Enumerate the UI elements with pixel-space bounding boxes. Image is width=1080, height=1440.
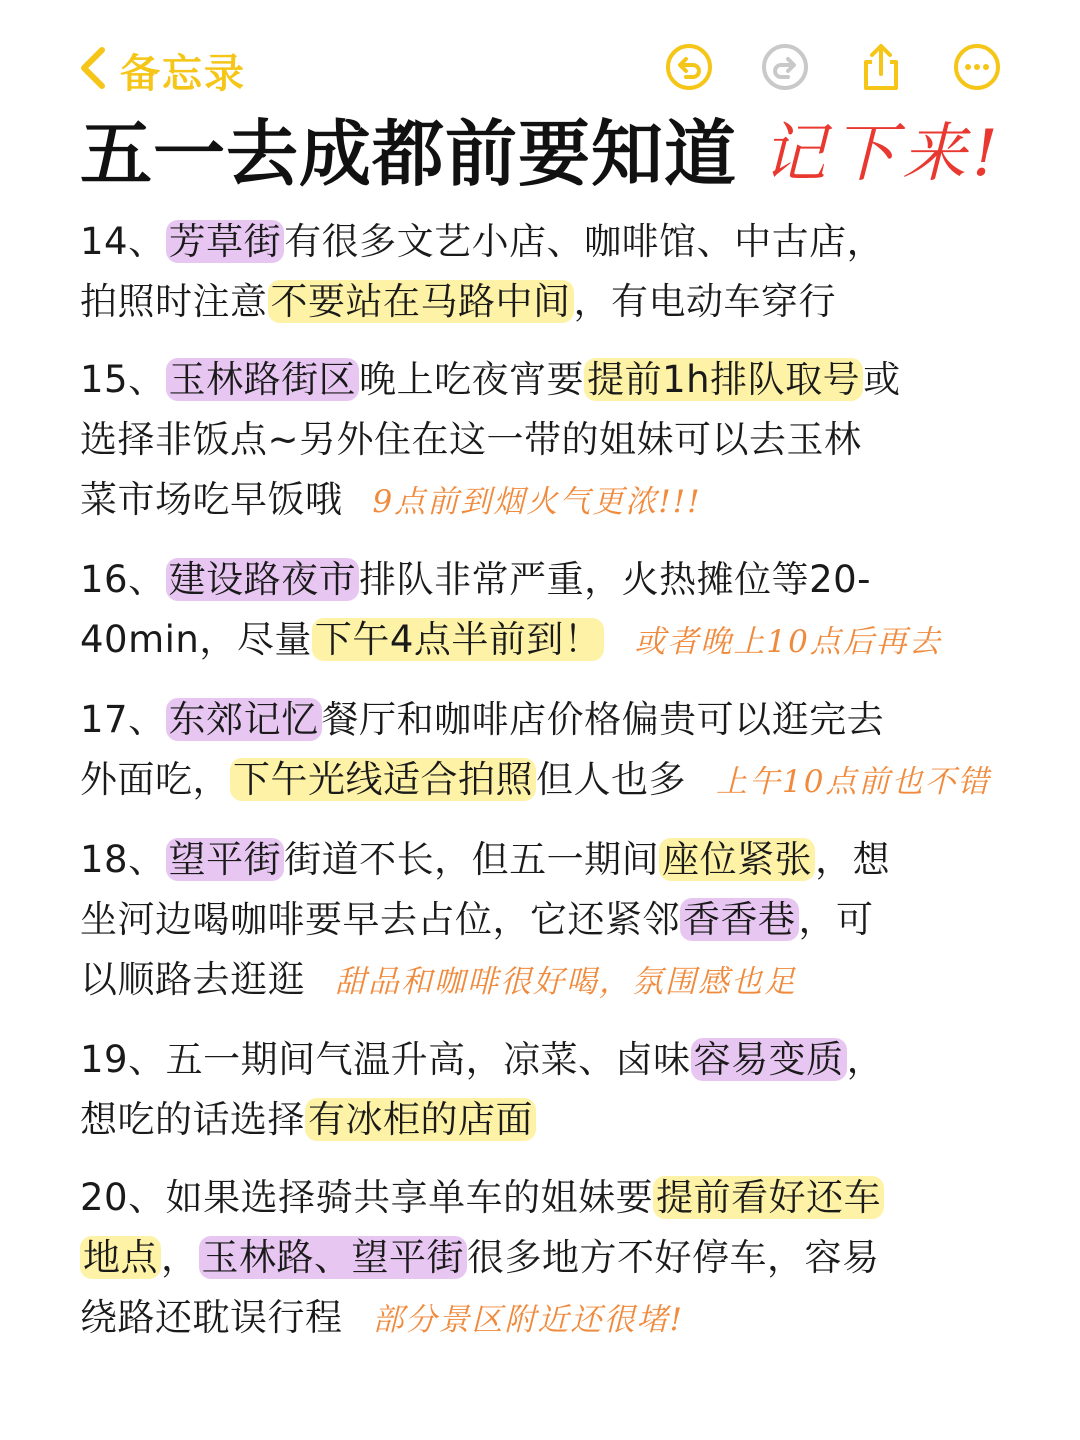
tip-text: ，有电动车穿行 xyxy=(573,280,836,323)
yellow-highlight: 不要站在马路中间 xyxy=(268,280,574,323)
more-icon xyxy=(952,42,1002,96)
tip-text: ，可 xyxy=(798,898,874,941)
tip-text: 想吃的话选择 xyxy=(80,1098,305,1141)
title-handwritten-note: 记下来! xyxy=(762,117,1004,191)
tip-item xyxy=(80,212,1010,332)
tip-text: ， xyxy=(846,1038,885,1081)
tip-item xyxy=(80,1168,1010,1350)
share-icon xyxy=(856,42,906,96)
redo-icon xyxy=(760,42,810,96)
purple-highlight: 东郊记忆 xyxy=(166,698,322,741)
tip-text: 以顺路去逛逛 xyxy=(80,958,305,1001)
share-button[interactable] xyxy=(856,44,906,94)
tip-line xyxy=(80,212,1010,272)
tip-text: 15、 xyxy=(80,358,166,401)
tip-line xyxy=(80,890,1010,950)
tip-text: 餐厅和咖啡店价格偏贵可以逛完去 xyxy=(321,698,885,741)
tip-item xyxy=(80,690,1010,812)
tip-line xyxy=(80,1030,1010,1090)
tip-item xyxy=(80,1030,1010,1150)
yellow-highlight: 提前看好还车 xyxy=(653,1176,884,1219)
redo-button[interactable] xyxy=(760,44,810,94)
tip-text: 或 xyxy=(863,358,901,401)
purple-highlight: 望平街 xyxy=(166,838,285,881)
tip-text: 很多地方不好停车，容易 xyxy=(467,1236,880,1279)
yellow-highlight: 提前1h排队取号 xyxy=(584,358,863,401)
tip-text: 14、 xyxy=(80,220,166,263)
note-title: 五一去成都前要知道 xyxy=(80,112,738,196)
tip-text: 晚上吃夜宵要 xyxy=(359,358,585,401)
yellow-highlight: 地点 xyxy=(80,1236,161,1279)
tip-text: 有很多文艺小店、咖啡馆、中古店， xyxy=(284,220,885,263)
more-button[interactable] xyxy=(952,44,1002,94)
note-body[interactable] xyxy=(80,212,1010,1368)
tip-item xyxy=(80,550,1010,672)
tip-item xyxy=(80,830,1010,1012)
yellow-highlight: 下午4点半前到！ xyxy=(312,618,605,661)
handwritten-note: 甜品和咖啡很好喝，氛围感也足 xyxy=(335,964,797,1000)
note-toolbar xyxy=(0,0,1080,110)
tip-text: 排队非常严重，火热摊位等20- xyxy=(359,558,872,601)
tip-text: 拍照时注意 xyxy=(80,280,268,323)
tip-text: ，想 xyxy=(815,838,891,881)
tip-line xyxy=(80,470,1010,532)
purple-highlight: 容易变质 xyxy=(691,1038,847,1081)
tip-line xyxy=(80,690,1010,750)
tip-text: 18、 xyxy=(80,838,166,881)
tip-text: 19、五一期间气温升高，凉菜、卤味 xyxy=(80,1038,691,1081)
note-title-row xyxy=(80,108,1020,200)
tip-text: ， xyxy=(161,1236,199,1279)
tip-text: 绕路还耽误行程 xyxy=(80,1296,343,1339)
tip-line xyxy=(80,1288,1010,1350)
tip-text: 选择非饭点~另外住在这一带的姐妹可以去玉林 xyxy=(80,418,862,461)
purple-highlight: 建设路夜市 xyxy=(166,558,360,601)
tip-text: 菜市场吃早饭哦 xyxy=(80,478,343,521)
tip-line xyxy=(80,550,1010,610)
tip-line xyxy=(80,950,1010,1012)
yellow-highlight: 有冰柜的店面 xyxy=(305,1098,536,1141)
purple-highlight: 香香巷 xyxy=(680,898,799,941)
tip-item xyxy=(80,350,1010,532)
undo-button[interactable] xyxy=(664,44,714,94)
tip-text: 但人也多 xyxy=(536,758,686,801)
tip-line xyxy=(80,350,1010,410)
tip-line xyxy=(80,830,1010,890)
back-button[interactable] xyxy=(76,44,246,96)
chevron-left-icon xyxy=(76,46,110,94)
tip-text: 外面吃， xyxy=(80,758,230,801)
tip-text: 40min，尽量 xyxy=(80,618,312,661)
handwritten-note: 9点前到烟火气更浓!!! xyxy=(372,484,702,520)
tip-line xyxy=(80,1090,1010,1150)
tip-line xyxy=(80,272,1010,332)
tip-text: 16、 xyxy=(80,558,166,601)
tip-text: 17、 xyxy=(80,698,166,741)
handwritten-note: 上午10点前也不错 xyxy=(716,764,991,800)
tip-line xyxy=(80,610,1010,672)
handwritten-note: 部分景区附近还很堵! xyxy=(372,1302,684,1338)
tip-line xyxy=(80,750,1010,812)
tip-text: 坐河边喝咖啡要早去占位，它还紧邻 xyxy=(80,898,680,941)
tip-text: 街道不长，但五一期间 xyxy=(284,838,660,881)
tip-line xyxy=(80,1228,1010,1288)
purple-highlight: 芳草街 xyxy=(166,220,285,263)
yellow-highlight: 座位紧张 xyxy=(659,838,815,881)
handwritten-note: 或者晚上10点后再去 xyxy=(634,624,942,660)
tip-line xyxy=(80,410,1010,470)
yellow-highlight: 下午光线适合拍照 xyxy=(230,758,536,801)
tip-text: 20、如果选择骑共享单车的姐妹要 xyxy=(80,1176,654,1219)
purple-highlight: 玉林路街区 xyxy=(166,358,360,401)
undo-icon xyxy=(664,42,714,96)
tip-line xyxy=(80,1168,1010,1228)
back-label: 备忘录 xyxy=(120,50,246,97)
purple-highlight: 玉林路、望平街 xyxy=(199,1236,468,1279)
